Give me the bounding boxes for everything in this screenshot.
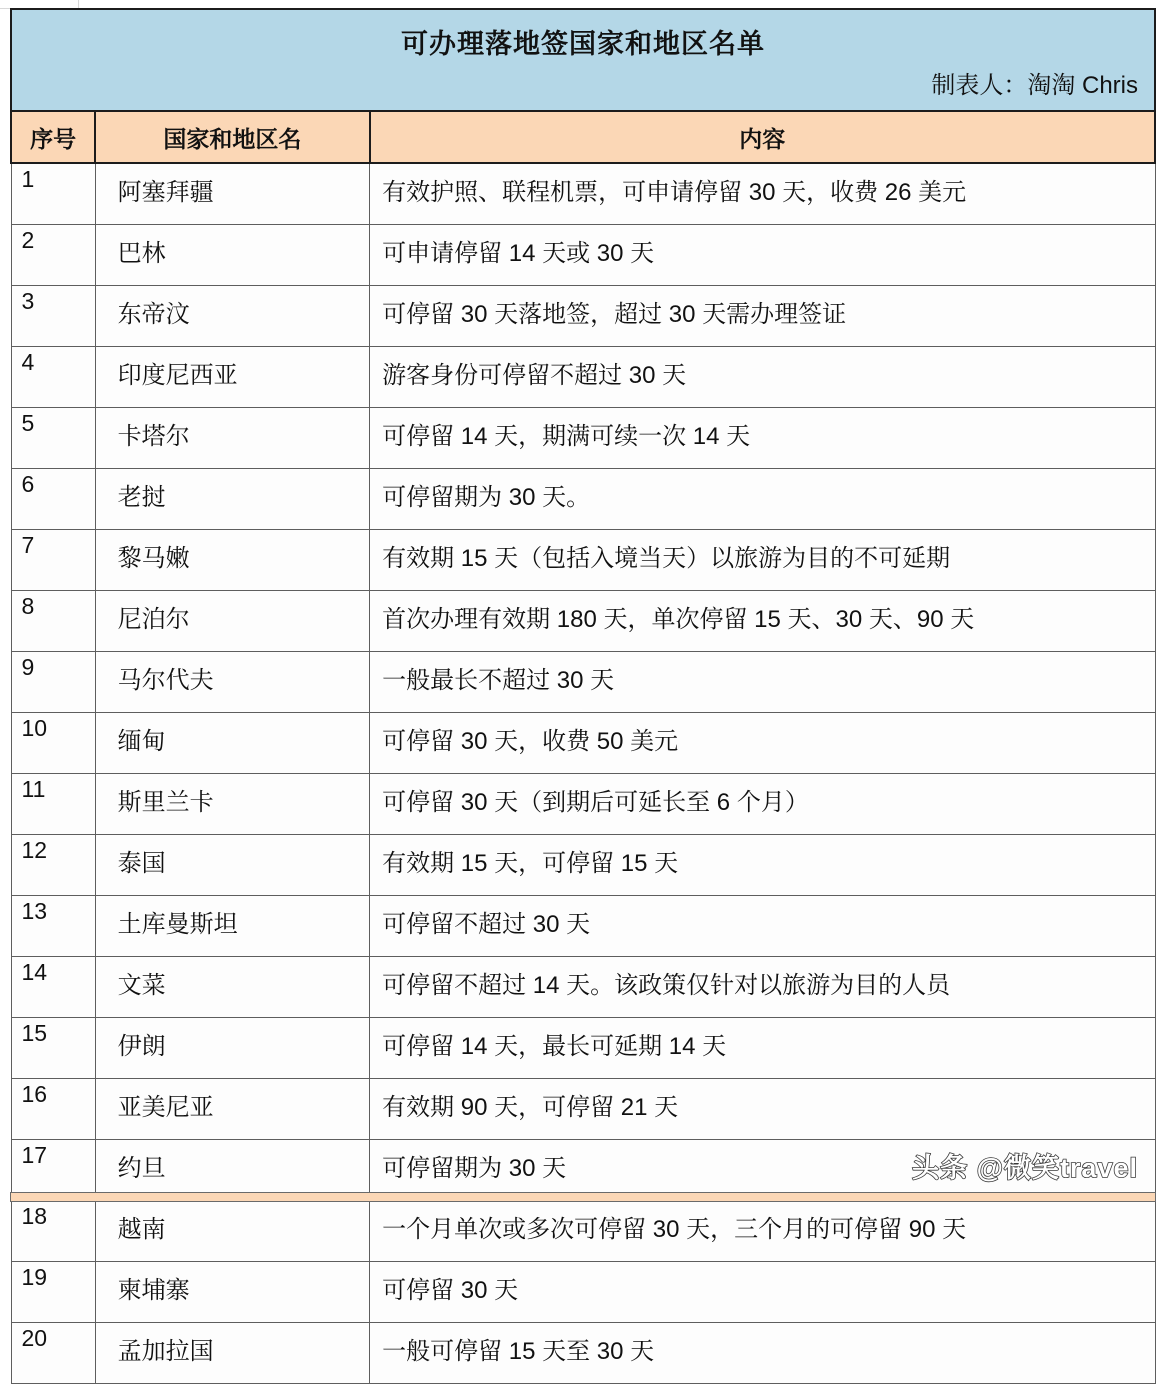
row-index-cell: 13 — [11, 896, 95, 957]
table-row — [11, 713, 1155, 774]
channel-watermark: 头条 @微笑travel — [912, 1153, 1138, 1183]
page-title: 可办理落地签国家和地区名单 — [401, 29, 765, 59]
row-content-cell: 可停留不超过 14 天。该政策仅针对以旅游为目的人员 — [370, 957, 1155, 1018]
row-content-cell: 有效期 90 天，可停留 21 天 — [370, 1079, 1155, 1140]
column-header-content — [370, 111, 1155, 163]
row-content-cell: 可停留不超过 30 天 — [370, 896, 1155, 957]
row-index-cell: 10 — [11, 713, 95, 774]
row-content-cell: 可停留 30 天 — [370, 1262, 1155, 1323]
row-index-cell: 14 — [11, 957, 95, 1018]
row-index-cell: 4 — [11, 347, 95, 408]
row-index-cell: 12 — [11, 835, 95, 896]
row-country-cell: 卡塔尔 — [95, 408, 369, 469]
row-country-cell: 东帝汶 — [95, 286, 369, 347]
row-content-cell: 有效期 15 天，可停留 15 天 — [370, 835, 1155, 896]
row-content-cell: 游客身份可停留不超过 30 天 — [370, 347, 1155, 408]
row-content-cell: 一般可停留 15 天至 30 天 — [370, 1323, 1155, 1384]
row-index-cell: 19 — [11, 1262, 95, 1323]
row-content-cell: 可停留 14 天，期满可续一次 14 天 — [370, 408, 1155, 469]
header-row — [11, 111, 1155, 163]
row-index-cell: 20 — [11, 1323, 95, 1384]
column-header-country-label: 国家和地区名 — [163, 125, 302, 152]
column-header-index-label: 序号 — [30, 125, 77, 152]
table-row — [11, 1323, 1155, 1384]
row-country-cell: 伊朗 — [95, 1018, 369, 1079]
column-header-content-label: 内容 — [739, 125, 786, 152]
next-row-strip — [10, 1192, 1156, 1202]
row-index-cell: 18 — [11, 1201, 95, 1262]
row-content-cell: 一个月单次或多次可停留 30 天，三个月的可停留 90 天 — [370, 1201, 1155, 1262]
row-content-cell: 可停留 30 天（到期后可延长至 6 个月） — [370, 774, 1155, 835]
table-row — [11, 225, 1155, 286]
table-row — [11, 408, 1155, 469]
table-row — [11, 1262, 1155, 1323]
row-index-cell: 11 — [11, 774, 95, 835]
table-row — [11, 835, 1155, 896]
row-country-cell: 老挝 — [95, 469, 369, 530]
column-header-index — [11, 111, 95, 163]
maker-credit: 制表人：淘淘 Chris — [931, 72, 1138, 99]
row-content-cell: 可停留 30 天落地签，超过 30 天需办理签证 — [370, 286, 1155, 347]
row-index-cell: 9 — [11, 652, 95, 713]
row-country-cell: 斯里兰卡 — [95, 774, 369, 835]
row-country-cell: 亚美尼亚 — [95, 1079, 369, 1140]
row-content-cell: 有效期 15 天（包括入境当天）以旅游为目的不可延期 — [370, 530, 1155, 591]
row-index-cell: 15 — [11, 1018, 95, 1079]
row-content-cell: 可停留 30 天，收费 50 美元 — [370, 713, 1155, 774]
row-index-cell: 16 — [11, 1079, 95, 1140]
row-index-cell: 8 — [11, 591, 95, 652]
row-index-cell: 7 — [11, 530, 95, 591]
table-row — [11, 347, 1155, 408]
row-content-cell: 有效护照、联程机票，可申请停留 30 天，收费 26 美元 — [370, 163, 1155, 225]
table-row — [11, 774, 1155, 835]
title-row — [11, 9, 1155, 111]
row-country-cell: 文菜 — [95, 957, 369, 1018]
row-country-cell: 泰国 — [95, 835, 369, 896]
title-cell — [11, 9, 1155, 111]
row-content-cell: 可停留期为 30 天。 — [370, 469, 1155, 530]
row-country-cell: 约旦 — [95, 1140, 369, 1201]
row-content-cell: 首次办理有效期 180 天，单次停留 15 天、30 天、90 天 — [370, 591, 1155, 652]
row-country-cell: 越南 — [95, 1201, 369, 1262]
row-content-cell: 可停留期为 30 天 — [370, 1140, 1155, 1201]
table-row — [11, 1201, 1155, 1262]
row-content-cell: 一般最长不超过 30 天 — [370, 652, 1155, 713]
row-content-cell: 可停留 14 天，最长可延期 14 天 — [370, 1018, 1155, 1079]
table-row — [11, 469, 1155, 530]
table-row — [11, 957, 1155, 1018]
row-country-cell: 柬埔寨 — [95, 1262, 369, 1323]
row-country-cell: 巴林 — [95, 225, 369, 286]
row-index-cell: 17 — [11, 1140, 95, 1201]
table-row — [11, 530, 1155, 591]
row-country-cell: 马尔代夫 — [95, 652, 369, 713]
table-row — [11, 1018, 1155, 1079]
row-index-cell: 2 — [11, 225, 95, 286]
row-index-cell: 5 — [11, 408, 95, 469]
table-row — [11, 163, 1155, 225]
row-index-cell: 1 — [11, 163, 95, 225]
table-row — [11, 896, 1155, 957]
row-country-cell: 阿塞拜疆 — [95, 163, 369, 225]
row-country-cell: 孟加拉国 — [95, 1323, 369, 1384]
row-content-cell: 可申请停留 14 天或 30 天 — [370, 225, 1155, 286]
row-country-cell: 印度尼西亚 — [95, 347, 369, 408]
table-row — [11, 652, 1155, 713]
row-country-cell: 黎马嫩 — [95, 530, 369, 591]
row-country-cell: 尼泊尔 — [95, 591, 369, 652]
row-country-cell: 缅甸 — [95, 713, 369, 774]
table-row — [11, 1079, 1155, 1140]
row-index-cell: 3 — [11, 286, 95, 347]
table-row — [11, 286, 1155, 347]
column-header-country — [95, 111, 369, 163]
row-country-cell: 土库曼斯坦 — [95, 896, 369, 957]
row-index-cell: 6 — [11, 469, 95, 530]
table-row — [11, 591, 1155, 652]
